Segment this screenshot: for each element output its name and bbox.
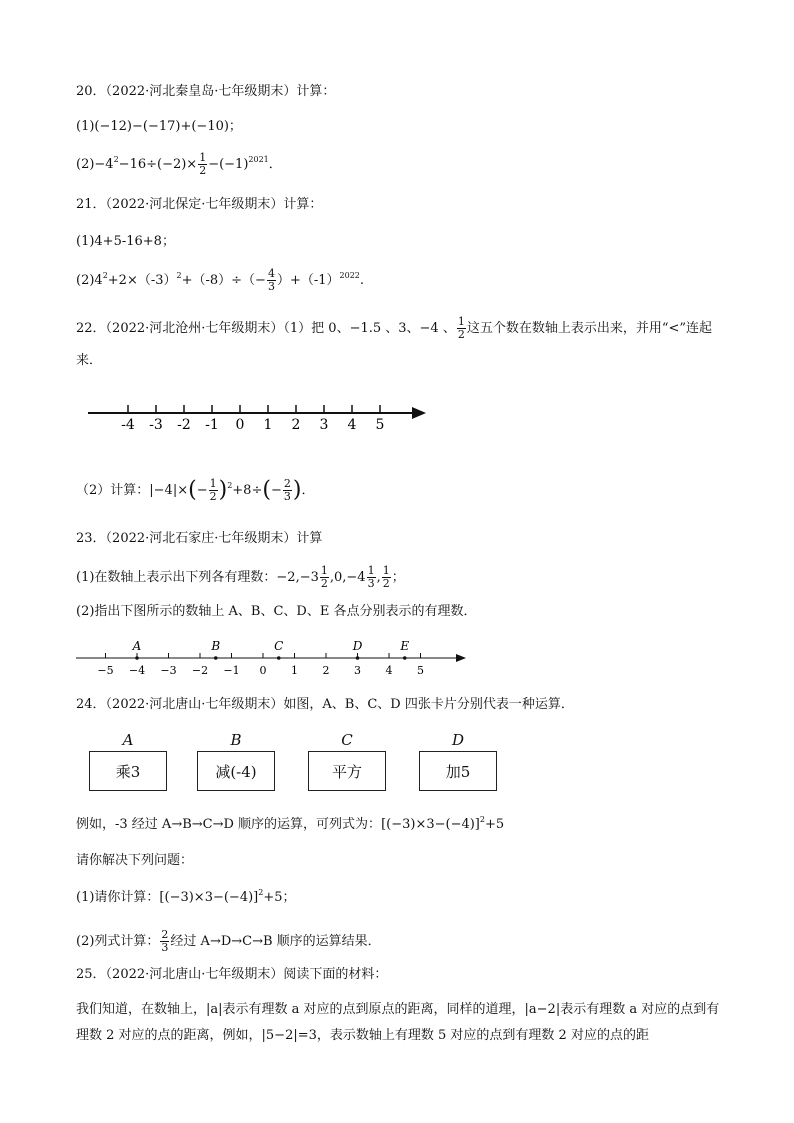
tick-label: -4: [121, 417, 135, 433]
fraction: $\frac{1}{2}$: [209, 477, 217, 503]
tick-label: 1: [263, 417, 273, 433]
tick-label: 4: [347, 417, 357, 433]
tick-label: 1: [291, 664, 298, 677]
q22-part2: （2）计算：|−4|×(− $\frac{1}{2}$ )$^2$+8÷(− $\frac{2}{3}$ )．: [76, 477, 315, 503]
fraction: $\frac{1}{3}$: [367, 564, 375, 590]
fraction: $\frac{1}{2}$: [457, 315, 465, 341]
point-C: [277, 656, 281, 660]
q24-example: 例如，-3 经过 A→B→C→D 顺序的运算，可列式为：$[(-3)\times 3-(-4)]^2+5$: [76, 815, 505, 832]
q25-header: 25．（2022·河北唐山·七年级期末）阅读下面的材料：: [76, 967, 388, 982]
tick-label: 2: [291, 417, 301, 433]
card-letter: C: [341, 731, 353, 749]
q23-number-line: [0, 636, 794, 682]
tick-label: 3: [319, 417, 329, 433]
tick-label: −5: [97, 664, 114, 677]
tick-label: 5: [375, 417, 385, 433]
q21-header: 21．（2022·河北保定·七年级期末）计算：: [76, 197, 323, 212]
point-label: D: [352, 639, 363, 653]
tick-label: 4: [385, 664, 393, 677]
point-label: C: [274, 639, 284, 653]
tick-label: −3: [160, 664, 177, 677]
q21-part2: $(2)4^2+2\times(-3)^2+(-8)\div(-$ $\frac{4}{3}$ ）$+(-1)^{2022}$.: [76, 267, 365, 293]
point-E: [403, 656, 407, 660]
point-A: [135, 656, 139, 660]
card-letter: D: [451, 731, 465, 749]
operation-card: 减(-4): [197, 751, 275, 791]
card-letter: B: [230, 731, 242, 749]
card-letter: A: [122, 731, 134, 749]
q21-part1: (1)4+5-16+8；: [76, 234, 175, 249]
operation-card: 平方: [308, 751, 386, 791]
q24-solve: 请你解决下列问题：: [76, 853, 194, 868]
tick-label: -1: [205, 417, 219, 433]
tick-label: −2: [191, 664, 209, 677]
fraction: $\frac{4}{3}$: [267, 267, 275, 293]
point-D: [356, 656, 360, 660]
fraction: $\frac{2}{3}$: [283, 477, 291, 503]
q22-number-line: [0, 395, 794, 435]
tick-label: 5: [417, 664, 424, 677]
fraction: $\frac{1}{2}$: [199, 151, 207, 177]
point-label: E: [400, 639, 410, 653]
fraction: $\frac{1}{2}$: [320, 564, 328, 590]
point-B: [214, 656, 218, 660]
axis-arrow: [456, 654, 466, 662]
tick-label: −1: [223, 664, 240, 677]
q23-part2: (2)指出下图所示的数轴上 A、B、C、D、E 各点分别表示的有理数．: [76, 604, 477, 619]
q25-body: 我们知道，在数轴上，|a|表示有理数 a 对应的点到原点的距离，同样的道理，|a−2|表示有理数 a 对应的点到有理数 2 对应的点的距离，例如，|5−2|=3，表示数轴上有理数 5 对应的点到有理数 2 对应的点的距: [76, 1002, 720, 1043]
q22-header-cont: 来．: [76, 353, 103, 368]
tick-label: 0: [235, 417, 245, 433]
point-label: A: [132, 639, 142, 653]
point-label: B: [211, 639, 221, 653]
tick-label: −4: [128, 664, 146, 677]
q22-header: 22．（2022·河北沧州·七年级期末）（1）把 0、−1.5 、3、−4 、 $\frac{1}{2}$ 这五个数在数轴上表示出来，并用“<”连起: [76, 315, 713, 341]
q23-header: 23．（2022·河北石家庄·七年级期末）计算: [76, 531, 323, 546]
q20-header: 20．（2022·河北秦皇岛·七年级期末）计算：: [76, 84, 336, 99]
tick-label: -3: [149, 417, 163, 433]
q20-part2: $(2)-4^2-16\div(-2)\times$ $\frac{1}{2}$ $-(-1)^{2021}$．: [76, 151, 282, 177]
fraction: $\frac{2}{3}$: [161, 928, 169, 954]
q23-part1: (1)在数轴上表示出下列各有理数：−2,−3 $\frac{1}{2}$ ,0,−4 $\frac{1}{3}$ , $\frac{1}{2}$ ；: [76, 564, 405, 590]
operation-card: 乘3: [89, 751, 167, 791]
fraction: $\frac{1}{2}$: [382, 564, 390, 590]
tick-label: 0: [259, 664, 267, 677]
tick-label: -2: [177, 417, 191, 433]
tick-label: 3: [354, 664, 361, 677]
tick-label: 2: [322, 664, 330, 677]
q20-part1: (1)(−12)−(−17)+(−10)；: [76, 119, 242, 134]
q24-part2: (2)列式计算： $\frac{2}{3}$ 经过 A→D→C→B 顺序的运算结果．: [76, 928, 381, 954]
operation-card: 加5: [419, 751, 497, 791]
q24-part1: (1)请你计算：$[(-3)\times 3-(-4)]^2+5$；: [76, 888, 296, 905]
q24-header: 24．（2022·河北唐山·七年级期末）如图，A、B、C、D 四张卡片分别代表一种运算．: [76, 697, 574, 712]
axis-arrow: [412, 407, 426, 419]
